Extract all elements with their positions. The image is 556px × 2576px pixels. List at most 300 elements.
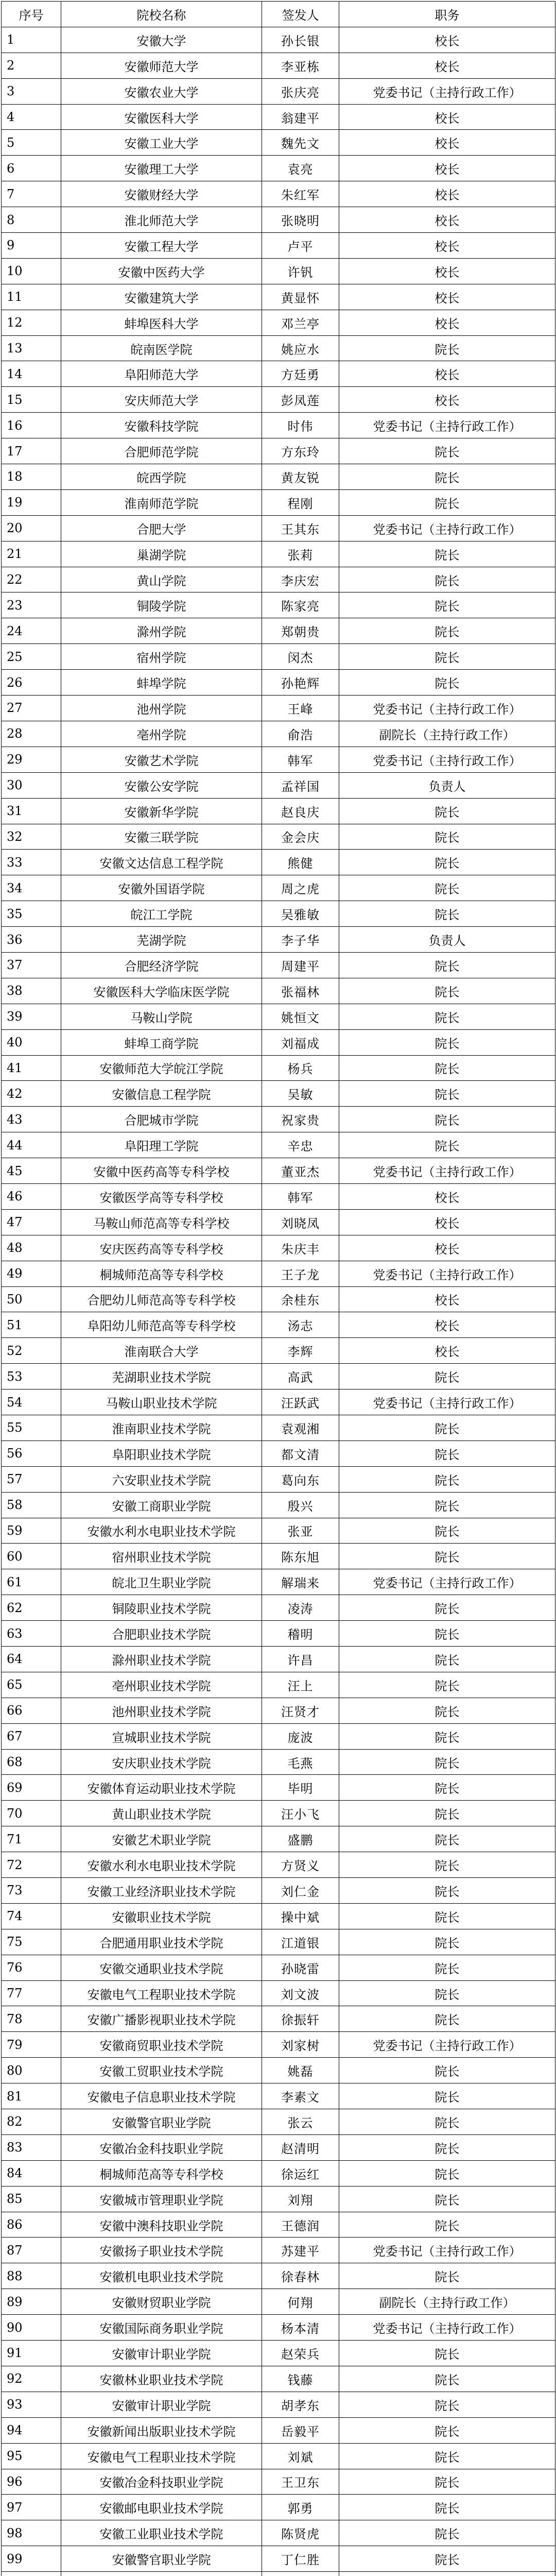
row-school-name: 安徽公安学院	[61, 772, 262, 798]
row-school-name: 黄山学院	[61, 567, 262, 592]
row-seq: 46	[2, 1183, 61, 1209]
row-signer: 张云	[262, 2109, 339, 2135]
row-signer: 方廷勇	[262, 361, 339, 387]
row-signer: 汤志	[262, 1312, 339, 1338]
row-signer: 彭凤莲	[262, 387, 339, 413]
row-signer: 李辉	[262, 1338, 339, 1364]
table-row	[2, 1647, 555, 1672]
row-signer: 刘家树	[262, 2032, 339, 2058]
table-row	[2, 1209, 555, 1235]
row-seq: 56	[2, 1440, 61, 1466]
row-seq: 74	[2, 1903, 61, 1929]
row-role: 院长	[339, 1364, 555, 1389]
row-seq: 94	[2, 2417, 61, 2443]
row-role: 党委书记（主持行政工作）	[339, 1389, 555, 1415]
row-school-name	[61, 2572, 262, 2576]
row-seq: 44	[2, 1132, 61, 1158]
row-seq: 85	[2, 2186, 61, 2212]
row-school-name: 安徽电气工程职业技术学院	[61, 2443, 262, 2469]
row-role: 院长	[339, 2109, 555, 2135]
row-signer: 李子华	[262, 927, 339, 953]
table-row	[2, 2263, 555, 2289]
table-row	[2, 721, 555, 747]
row-school-name: 安徽师范大学皖江学院	[61, 1055, 262, 1081]
row-seq: 79	[2, 2032, 61, 2058]
row-signer: 汪小飞	[262, 1801, 339, 1826]
table-row	[2, 2443, 555, 2469]
table-row	[2, 2289, 555, 2315]
row-signer: 袁亮	[262, 156, 339, 181]
table-row	[2, 1801, 555, 1826]
row-seq: 88	[2, 2263, 61, 2289]
row-role: 校长	[339, 53, 555, 78]
row-role: 院长	[339, 1055, 555, 1081]
row-school-name: 安徽医科大学	[61, 104, 262, 130]
row-signer: 祝家贵	[262, 1107, 339, 1132]
row-role: 院长	[339, 2186, 555, 2212]
row-signer: 陈东旭	[262, 1544, 339, 1569]
table-row	[2, 387, 555, 413]
row-school-name: 巢湖学院	[61, 541, 262, 567]
table-row	[2, 438, 555, 464]
table-row	[2, 2572, 555, 2576]
row-school-name: 亳州职业技术学院	[61, 1672, 262, 1698]
row-school-name: 安徽财经大学	[61, 181, 262, 207]
table-row	[2, 875, 555, 901]
row-role: 院长	[339, 2134, 555, 2160]
row-school-name: 安庆师范大学	[61, 387, 262, 413]
table-row	[2, 644, 555, 670]
row-signer: 许昌	[262, 1647, 339, 1672]
row-school-name: 淮南联合大学	[61, 1338, 262, 1364]
row-role: 院长	[339, 2520, 555, 2546]
row-seq: 12	[2, 310, 61, 335]
row-signer: 陈家亮	[262, 592, 339, 618]
row-seq: 61	[2, 1569, 61, 1595]
row-signer: 张福林	[262, 978, 339, 1004]
row-signer: 方贤义	[262, 1852, 339, 1878]
row-seq: 63	[2, 1621, 61, 1647]
table-header	[2, 2, 555, 27]
row-seq: 2	[2, 53, 61, 78]
row-role: 院长	[339, 824, 555, 850]
table-row	[2, 1492, 555, 1518]
table-row	[2, 850, 555, 875]
signer-table	[1, 1, 555, 2576]
row-seq: 38	[2, 978, 61, 1004]
row-signer: 闵杰	[262, 644, 339, 670]
row-school-name: 安徽水利水电职业技术学院	[61, 1518, 262, 1544]
row-signer: 赵良庆	[262, 798, 339, 824]
row-signer: 徐春林	[262, 2263, 339, 2289]
table-row	[2, 2315, 555, 2341]
row-role: 党委书记（主持行政工作）	[339, 747, 555, 772]
row-seq: 7	[2, 181, 61, 207]
row-seq: 35	[2, 901, 61, 927]
row-school-name: 宿州学院	[61, 644, 262, 670]
row-signer: 郭勇	[262, 2495, 339, 2520]
row-school-name: 皖南医学院	[61, 335, 262, 361]
row-school-name: 安徽广播影视职业技术学院	[61, 2006, 262, 2032]
row-school-name: 滁州学院	[61, 618, 262, 644]
table-row	[2, 978, 555, 1004]
row-signer: 岳毅平	[262, 2417, 339, 2443]
row-role: 院长	[339, 1440, 555, 1466]
row-signer: 葛向东	[262, 1466, 339, 1492]
row-role: 院长	[339, 1081, 555, 1107]
row-signer: 庞波	[262, 1723, 339, 1749]
table-row	[2, 2366, 555, 2392]
row-seq: 49	[2, 1261, 61, 1286]
row-school-name: 安徽职业技术学院	[61, 1903, 262, 1929]
row-seq: 80	[2, 2058, 61, 2083]
row-school-name: 皖西学院	[61, 464, 262, 490]
row-signer: 陈贤虎	[262, 2520, 339, 2546]
table-row	[2, 1852, 555, 1878]
row-seq: 68	[2, 1749, 61, 1775]
row-school-name: 皖北卫生职业学院	[61, 1569, 262, 1595]
row-role: 校长	[339, 130, 555, 156]
table-row	[2, 310, 555, 335]
row-signer: 方东玲	[262, 438, 339, 464]
row-role: 党委书记（主持行政工作）	[339, 78, 555, 104]
row-signer: 王子龙	[262, 1261, 339, 1286]
row-signer: 翁建平	[262, 104, 339, 130]
table-row	[2, 1723, 555, 1749]
table-row	[2, 53, 555, 78]
table-row	[2, 1081, 555, 1107]
row-role: 院长	[339, 1672, 555, 1698]
table-row	[2, 1595, 555, 1621]
row-signer: 徐运红	[262, 2160, 339, 2186]
row-role: 院长	[339, 1544, 555, 1569]
row-signer: 都文清	[262, 1440, 339, 1466]
row-role: 院长	[339, 567, 555, 592]
row-signer: 熊健	[262, 850, 339, 875]
table-row	[2, 1107, 555, 1132]
row-role: 院长	[339, 1749, 555, 1775]
row-signer: 吴敏	[262, 1081, 339, 1107]
row-signer: 辛忠	[262, 1132, 339, 1158]
row-signer: 苏建平	[262, 2238, 339, 2263]
table-row	[2, 670, 555, 696]
row-role: 负责人	[339, 927, 555, 953]
row-school-name: 安徽师范大学	[61, 53, 262, 78]
row-signer: 赵清明	[262, 2134, 339, 2160]
row-signer: 时伟	[262, 413, 339, 438]
row-signer: 许钒	[262, 258, 339, 284]
table-row	[2, 1698, 555, 1723]
row-signer: 王其东	[262, 515, 339, 541]
row-school-name: 安徽中医药大学	[61, 258, 262, 284]
row-signer: 丁仁胜	[262, 2546, 339, 2572]
row-seq: 69	[2, 1775, 61, 1801]
table-row	[2, 233, 555, 259]
row-role: 副院长（主持行政工作）	[339, 2289, 555, 2315]
row-seq: 17	[2, 438, 61, 464]
table-row	[2, 1440, 555, 1466]
row-seq: 6	[2, 156, 61, 181]
row-seq: 67	[2, 1723, 61, 1749]
row-school-name: 淮南职业技术学院	[61, 1415, 262, 1440]
row-role: 院长	[339, 335, 555, 361]
row-signer: 操中斌	[262, 1903, 339, 1929]
row-seq: 34	[2, 875, 61, 901]
row-role: 院长	[339, 670, 555, 696]
row-school-name: 安徽水利水电职业技术学院	[61, 1852, 262, 1878]
row-school-name: 安徽警官职业学院	[61, 2546, 262, 2572]
table-row	[2, 361, 555, 387]
table-row	[2, 2186, 555, 2212]
row-signer: 余桂东	[262, 1286, 339, 1312]
row-seq: 57	[2, 1466, 61, 1492]
row-seq: 99	[2, 2546, 61, 2572]
row-seq: 51	[2, 1312, 61, 1338]
row-seq: 13	[2, 335, 61, 361]
row-signer: 周之虎	[262, 875, 339, 901]
row-school-name: 安徽工贸职业技术学院	[61, 2058, 262, 2083]
row-signer: 凌涛	[262, 1595, 339, 1621]
row-school-name: 安徽机电职业技术学院	[61, 2263, 262, 2289]
row-school-name: 安徽农业大学	[61, 78, 262, 104]
row-seq: 97	[2, 2495, 61, 2520]
table-row	[2, 1364, 555, 1389]
row-seq: 84	[2, 2160, 61, 2186]
row-role: 院长	[339, 1621, 555, 1647]
table-row	[2, 1132, 555, 1158]
row-school-name: 安徽城市管理职业学院	[61, 2186, 262, 2212]
table-row	[2, 927, 555, 953]
row-seq: 23	[2, 592, 61, 618]
row-signer: 董亚杰	[262, 1158, 339, 1184]
table-body	[2, 27, 555, 2576]
row-school-name: 安徽审计职业学院	[61, 2341, 262, 2366]
table-row	[2, 798, 555, 824]
table-row	[2, 1878, 555, 1904]
row-signer: 解瑞来	[262, 1569, 339, 1595]
row-seq: 71	[2, 1826, 61, 1852]
row-role: 校长	[339, 104, 555, 130]
row-seq: 90	[2, 2315, 61, 2341]
row-school-name: 合肥经济学院	[61, 952, 262, 978]
row-role: 校长	[339, 1312, 555, 1338]
row-role: 院长	[339, 2469, 555, 2495]
row-signer: 杨兵	[262, 1055, 339, 1081]
row-signer	[262, 2572, 339, 2576]
row-school-name: 安徽新闻出版职业技术学院	[61, 2417, 262, 2443]
row-seq: 98	[2, 2520, 61, 2546]
row-school-name: 马鞍山师范高等专科学校	[61, 1209, 262, 1235]
row-role: 副院长（主持行政工作）	[339, 721, 555, 747]
row-school-name: 安徽中澳科技职业学院	[61, 2212, 262, 2238]
row-signer: 刘文波	[262, 1980, 339, 2006]
row-role: 院长	[339, 438, 555, 464]
row-seq: 58	[2, 1492, 61, 1518]
row-signer: 张亚	[262, 1518, 339, 1544]
table-row	[2, 2160, 555, 2186]
table-row	[2, 335, 555, 361]
row-school-name: 安徽工程大学	[61, 233, 262, 259]
row-seq: 78	[2, 2006, 61, 2032]
row-school-name: 皖江工学院	[61, 901, 262, 927]
table-row	[2, 747, 555, 772]
row-signer: 何翔	[262, 2289, 339, 2315]
row-role: 院长	[339, 2392, 555, 2417]
row-seq: 77	[2, 1980, 61, 2006]
row-seq: 41	[2, 1055, 61, 1081]
row-signer: 孙晓雷	[262, 1955, 339, 1980]
row-signer: 张莉	[262, 541, 339, 567]
row-role: 党委书记（主持行政工作）	[339, 2238, 555, 2263]
row-signer: 韩军	[262, 747, 339, 772]
table-row	[2, 1929, 555, 1955]
row-signer: 金会庆	[262, 824, 339, 850]
row-signer: 王德润	[262, 2212, 339, 2238]
table-row	[2, 2032, 555, 2058]
table-row	[2, 2006, 555, 2032]
row-school-name: 铜陵职业技术学院	[61, 1595, 262, 1621]
row-seq: 62	[2, 1595, 61, 1621]
row-seq: 87	[2, 2238, 61, 2263]
row-role: 校长	[339, 1235, 555, 1261]
row-role: 校长	[339, 258, 555, 284]
header-row	[2, 2, 555, 27]
table-row	[2, 772, 555, 798]
row-seq: 73	[2, 1878, 61, 1904]
row-seq: 70	[2, 1801, 61, 1826]
table-row	[2, 1235, 555, 1261]
row-signer: 殷兴	[262, 1492, 339, 1518]
table-row	[2, 130, 555, 156]
row-signer: 刘晓凤	[262, 1209, 339, 1235]
row-role: 院长	[339, 592, 555, 618]
row-signer: 张庆亮	[262, 78, 339, 104]
row-signer: 汪贤才	[262, 1698, 339, 1723]
row-signer: 汪跃武	[262, 1389, 339, 1415]
row-signer: 王峰	[262, 696, 339, 721]
row-seq: 24	[2, 618, 61, 644]
row-role: 校长	[339, 181, 555, 207]
row-role: 院长	[339, 1647, 555, 1672]
row-school-name: 安徽电气工程职业技术学院	[61, 1980, 262, 2006]
row-signer: 韩军	[262, 1183, 339, 1209]
row-school-name: 宿州职业技术学院	[61, 1544, 262, 1569]
table-row	[2, 489, 555, 515]
table-row	[2, 952, 555, 978]
row-role: 院长	[339, 2263, 555, 2289]
row-school-name: 安徽商贸职业技术学院	[61, 2032, 262, 2058]
row-school-name: 阜阳幼儿师范高等专科学校	[61, 1312, 262, 1338]
table-row	[2, 1415, 555, 1440]
table-row	[2, 901, 555, 927]
row-seq: 95	[2, 2443, 61, 2469]
row-school-name: 安徽信息工程学院	[61, 1081, 262, 1107]
row-seq: 9	[2, 233, 61, 259]
table-row	[2, 27, 555, 53]
table-row	[2, 1004, 555, 1029]
row-role: 负责人	[339, 772, 555, 798]
row-seq: 47	[2, 1209, 61, 1235]
row-seq: 93	[2, 2392, 61, 2417]
row-school-name: 芜湖学院	[61, 927, 262, 953]
table-row	[2, 2417, 555, 2443]
table-row	[2, 284, 555, 310]
row-seq: 83	[2, 2134, 61, 2160]
row-seq: 11	[2, 284, 61, 310]
row-school-name: 桐城师范高等专科学校	[61, 2160, 262, 2186]
row-school-name: 安徽艺术职业学院	[61, 1826, 262, 1852]
row-seq: 40	[2, 1029, 61, 1055]
row-role: 院长	[339, 1980, 555, 2006]
row-role: 院长	[339, 2006, 555, 2032]
row-school-name: 安徽扬子职业技术学院	[61, 2238, 262, 2263]
row-signer: 卢平	[262, 233, 339, 259]
table-row	[2, 2546, 555, 2572]
row-seq: 26	[2, 670, 61, 696]
row-seq: 72	[2, 1852, 61, 1878]
row-role: 院长	[339, 2083, 555, 2109]
row-seq: 54	[2, 1389, 61, 1415]
table-row	[2, 2134, 555, 2160]
table-row	[2, 1544, 555, 1569]
table-row	[2, 1312, 555, 1338]
row-school-name: 安庆医药高等专科学校	[61, 1235, 262, 1261]
row-signer: 郑朝贵	[262, 618, 339, 644]
row-seq: 32	[2, 824, 61, 850]
row-school-name: 蚌埠学院	[61, 670, 262, 696]
row-role: 党委书记（主持行政工作）	[339, 413, 555, 438]
row-signer: 汪上	[262, 1672, 339, 1698]
row-signer: 赵荣兵	[262, 2341, 339, 2366]
table-row	[2, 2392, 555, 2417]
row-school-name: 蚌埠医科大学	[61, 310, 262, 335]
row-role: 院长	[339, 978, 555, 1004]
row-school-name: 芜湖职业技术学院	[61, 1364, 262, 1389]
table-row	[2, 2109, 555, 2135]
row-signer: 朱庆丰	[262, 1235, 339, 1261]
row-signer: 朱红军	[262, 181, 339, 207]
row-signer: 毛燕	[262, 1749, 339, 1775]
row-seq: 65	[2, 1672, 61, 1698]
row-seq: 31	[2, 798, 61, 824]
row-role: 院长	[339, 1004, 555, 1029]
row-role: 党委书记（主持行政工作）	[339, 1569, 555, 1595]
row-school-name: 安徽医科大学临床医学院	[61, 978, 262, 1004]
row-role: 院长	[339, 1826, 555, 1852]
row-role: 院长	[339, 2546, 555, 2572]
row-signer: 俞浩	[262, 721, 339, 747]
row-school-name: 合肥通用职业技术学院	[61, 1929, 262, 1955]
row-role: 校长	[339, 284, 555, 310]
table-row	[2, 2058, 555, 2083]
row-role: 院长	[339, 875, 555, 901]
row-school-name: 合肥幼儿师范高等专科学校	[61, 1286, 262, 1312]
table-row	[2, 1029, 555, 1055]
table-row	[2, 1158, 555, 1184]
table-row	[2, 156, 555, 181]
row-school-name: 安徽医学高等专科学校	[61, 1183, 262, 1209]
row-role: 校长	[339, 207, 555, 233]
row-role: 院长	[339, 1107, 555, 1132]
table-row	[2, 618, 555, 644]
row-school-name: 阜阳理工学院	[61, 1132, 262, 1158]
row-role: 院长	[339, 2160, 555, 2186]
row-role: 院长	[339, 644, 555, 670]
row-school-name: 安徽理工大学	[61, 156, 262, 181]
row-role: 院长	[339, 952, 555, 978]
row-role: 校长	[339, 156, 555, 181]
row-role: 院长	[339, 489, 555, 515]
